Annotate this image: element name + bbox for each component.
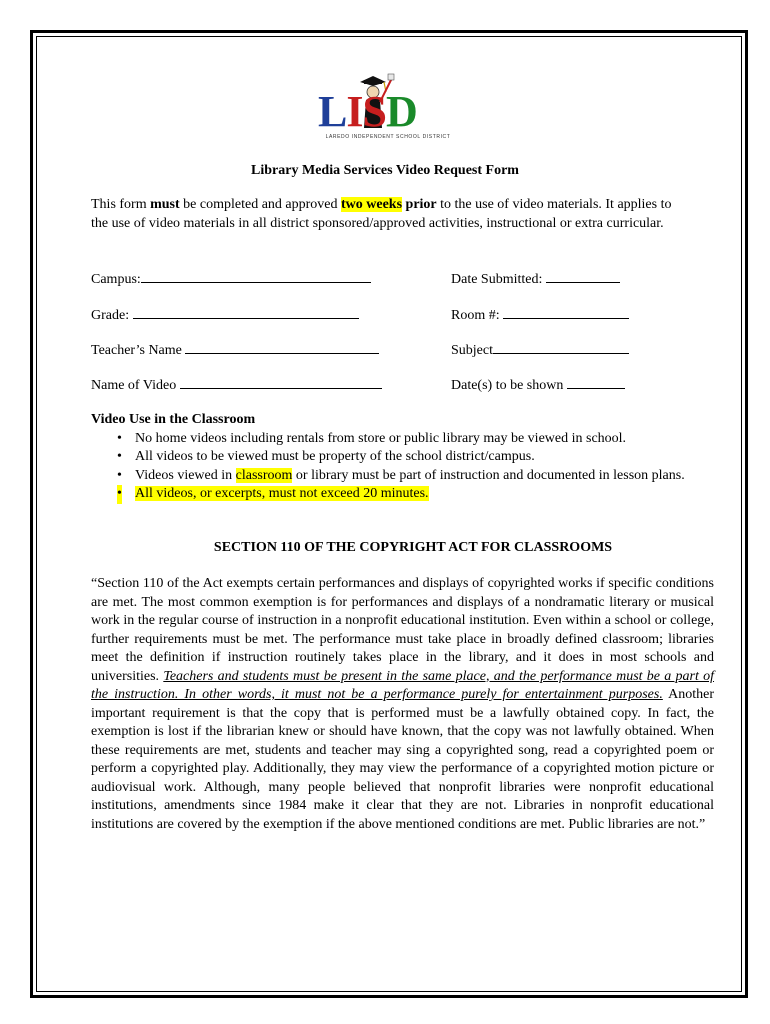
grade-field[interactable]: Grade:: [91, 306, 359, 324]
room-field[interactable]: Room #:: [451, 306, 629, 324]
video-use-list: [91, 430, 711, 504]
logo-wordmark: LISD: [318, 87, 417, 136]
list-item: • No home videos including rentals from store or public library may be viewed in school.: [117, 430, 627, 446]
list-item: • Videos viewed in classroom or library must be part of instruction and documented in lesson plans.: [117, 467, 685, 483]
date-submitted-field[interactable]: Date Submitted:: [451, 270, 620, 288]
video-name-field[interactable]: Name of Video: [91, 376, 382, 394]
list-item: • All videos, or excerpts, must not exceed 20 minutes.: [135, 485, 711, 504]
campus-field[interactable]: Campus:: [91, 270, 371, 288]
form-title: Library Media Services Video Request Form: [251, 163, 519, 178]
dates-shown-field[interactable]: Date(s) to be shown: [451, 376, 625, 394]
emphasis-text: Teachers and students must be present in the same place, and the performance must be a part of the instruction. In other words, it must not be a performance purely for entertainment purposes.: [91, 668, 715, 702]
page-border-inner: [36, 36, 742, 992]
subject-field[interactable]: Subject: [451, 341, 629, 359]
intro-paragraph: This form must be completed and approved two weeks prior to the use of video materials. It applies to the use of video materials in all district sponsored/approved activities, instructional or extra curricular.: [91, 197, 672, 231]
logo-subtitle: LAREDO INDEPENDENT SCHOOL DISTRICT: [325, 134, 451, 140]
video-use-heading: Video Use in the Classroom: [91, 412, 256, 427]
teacher-name-field[interactable]: Teacher’s Name: [91, 341, 379, 359]
two-weeks-highlight: two weeks: [341, 197, 403, 212]
classroom-highlight: classroom: [235, 467, 293, 483]
time-limit-highlight: All videos, or excerpts, must not exceed 20 minutes.: [135, 486, 429, 501]
list-item: • All videos to be viewed must be property of the school district/campus.: [117, 449, 535, 464]
copyright-quote: “Section 110 of the Act exempts certain performances and displays of copyrighted works if specific conditions are met. The most common exemption is for performances and displays of a nondramatic literary or musical work in the regular course of instruction in a nonprofit educational institution. Even within a school or college, further requirements must be met. The performance must take place in broadly defined classroom; libraries meet the definition if instruction routinely takes place in the library, and it does in most schools and universities. Teachers and students must be present in the same place, and the performance must be a part of the instruction. In other words, it must not be a performance purely for entertainment purposes. Another important requirement is that the copy that is performed must be a lawfully obtained copy. In fact, the exemption is lost if the librarian knew or should have known, that the copy was not lawfully obtained. When these requirements are met, students and teacher may sing a copyrighted song, read a copyrighted poem or perform a copyrighted play. Additionally, they may view the performance of a copyrighted motion picture or audiovisual work. Although, many people believed that nonprofit libraries were nonprofit educational institutions, amendments since 1984 make it clear that they are not. Libraries in nonprofit educational institutions are covered by the exemption if the above mentioned conditions are met. Public libraries are not.”: [91, 576, 715, 832]
video-use-section: [91, 411, 711, 504]
lisd-logo: [318, 72, 458, 144]
section-110-heading: SECTION 110 OF THE COPYRIGHT ACT FOR CLASSROOMS: [213, 540, 613, 555]
